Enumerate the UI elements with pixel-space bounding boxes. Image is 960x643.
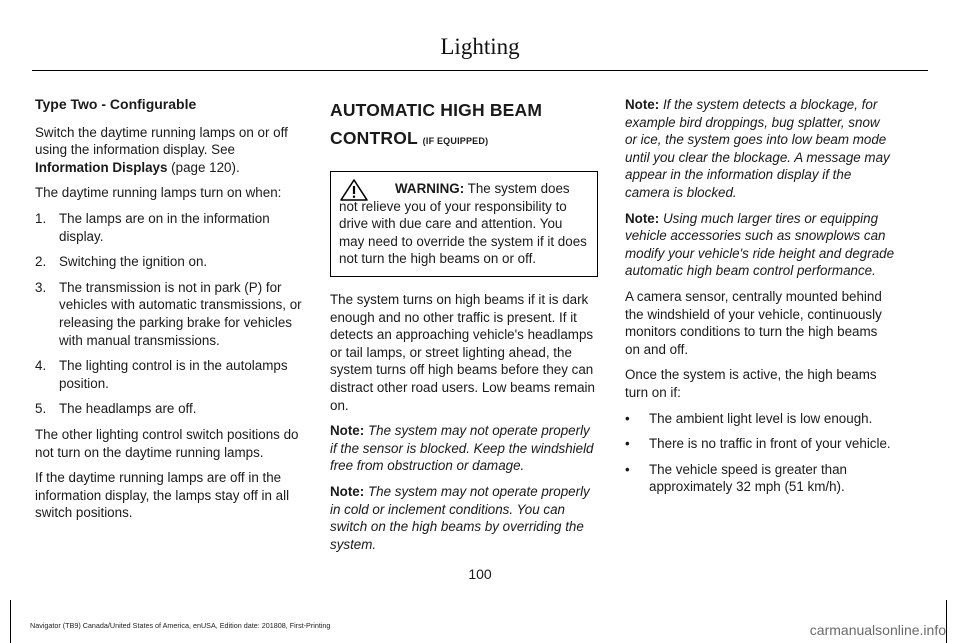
body-paragraph: If the daytime running lamps are off in the information display, the lamps stay off in all switch positions. [35,470,290,521]
watermark: carmanualsonline.info [809,622,946,638]
note-text: The system may not operate properly in cold or inclement conditions. You can switch on the high beams by overriding the system. [330,483,590,552]
list-item [625,410,895,428]
bullet-marker: • [625,410,630,426]
section-title-suffix: (IF EQUIPPED) [422,136,489,146]
list-item [35,279,303,349]
intro-page-ref: (page 120). [167,159,240,175]
note-label: Note: [330,483,365,499]
list-item [35,357,303,392]
warning-body: The system does not relieve you of your responsibility to drive with due care and attention. You may need to override the system if it does not turn the high beams on or off. [339,181,587,267]
section-title [330,96,598,155]
list-number: 1. [35,210,47,226]
page-header-title: Lighting [440,34,520,59]
list-item-text: The transmission is not in park (P) for vehicles with automatic transmissions, or releasing the parking brake for vehicles with manual transmissions. [59,279,302,348]
list-number: 3. [35,279,47,295]
column-left [35,96,303,530]
list-item [625,461,895,496]
list-item [35,400,303,418]
column-right [625,96,895,504]
bullet-marker: • [625,436,630,452]
list-item [35,210,303,245]
turn-on-paragraph: The daytime running lamps turn on when: [35,185,282,201]
list-number: 5. [35,401,47,417]
warning-label: WARNING: [395,181,465,196]
crop-mark-right [946,600,947,643]
crop-mark-left [10,600,11,643]
warning-box [330,171,598,277]
note-paragraph [330,422,598,475]
bullet-list [625,410,895,496]
condition-list [35,210,303,418]
section-heading: Type Two - Configurable [35,96,197,112]
list-number: 4. [35,358,47,374]
cross-reference-link[interactable]: Information Displays [35,159,168,175]
list-item-text: The ambient light level is low enough. [649,410,873,426]
body-paragraph: A camera sensor, centrally mounted behind the windshield of your vehicle, continuously monitors conditions to turn the high beams on and off. [625,288,882,357]
list-item-text: There is no traffic in front of your vehicle. [649,436,891,452]
note-label: Note: [330,423,365,439]
list-item-text: The vehicle speed is greater than approximately 32 mph (51 km/h). [649,461,848,495]
list-item-text: The lighting control is in the autolamps position. [59,358,288,391]
note-text: Using much larger tires or equipping vehicle accessories such as snowplows can modify your vehicle's ride height and degrade automatic high beam control performance. [625,210,895,279]
bullet-marker: • [625,461,630,477]
list-item [35,253,303,271]
list-item-text: The headlamps are off. [59,401,197,417]
section-title-line2: CONTROL [330,128,418,148]
header-rule [32,70,928,71]
column-middle [330,96,598,561]
list-item-text: The lamps are on in the information display. [59,210,270,244]
body-paragraph: The other lighting control switch positions do not turn on the daytime running lamps. [35,426,299,460]
list-number: 2. [35,254,47,270]
footer-edition-info: Navigator (TB9) Canada/United States of America, enUSA, Edition date: 201808, First-Printing [30,621,331,630]
list-item [625,435,895,453]
intro-text: Switch the daytime running lamps on or off using the information display. See [35,124,288,158]
note-paragraph [330,483,598,553]
body-paragraph: Once the system is active, the high beams turn on if: [625,367,877,400]
intro-paragraph [35,124,303,177]
list-item-text: Switching the ignition on. [59,254,208,270]
warning-triangle-icon [339,178,369,207]
note-paragraph [625,96,895,202]
note-paragraph [625,210,895,280]
page-number: 100 [468,566,492,582]
warning-text [339,180,591,268]
note-text: The system may not operate properly if the sensor is blocked. Keep the windshield free from obstruction or damage. [330,423,594,474]
note-label: Note: [625,210,660,226]
note-text: If the system detects a blockage, for example bird droppings, bug splatter, snow or ice, the system goes into low beam mode until you clear the blockage. A message may appear in the information display if the camera is blocked. [625,97,890,200]
body-paragraph: The system turns on high beams if it is dark enough and no other traffic is present. If it detects an approaching vehicle's headlamps or tail lamps, or street lighting ahead, the system turns off high beams before they can distract other road users. Low beams remain on. [330,291,595,413]
section-title-line1: AUTOMATIC HIGH BEAM [330,100,543,120]
note-label: Note: [625,97,660,112]
